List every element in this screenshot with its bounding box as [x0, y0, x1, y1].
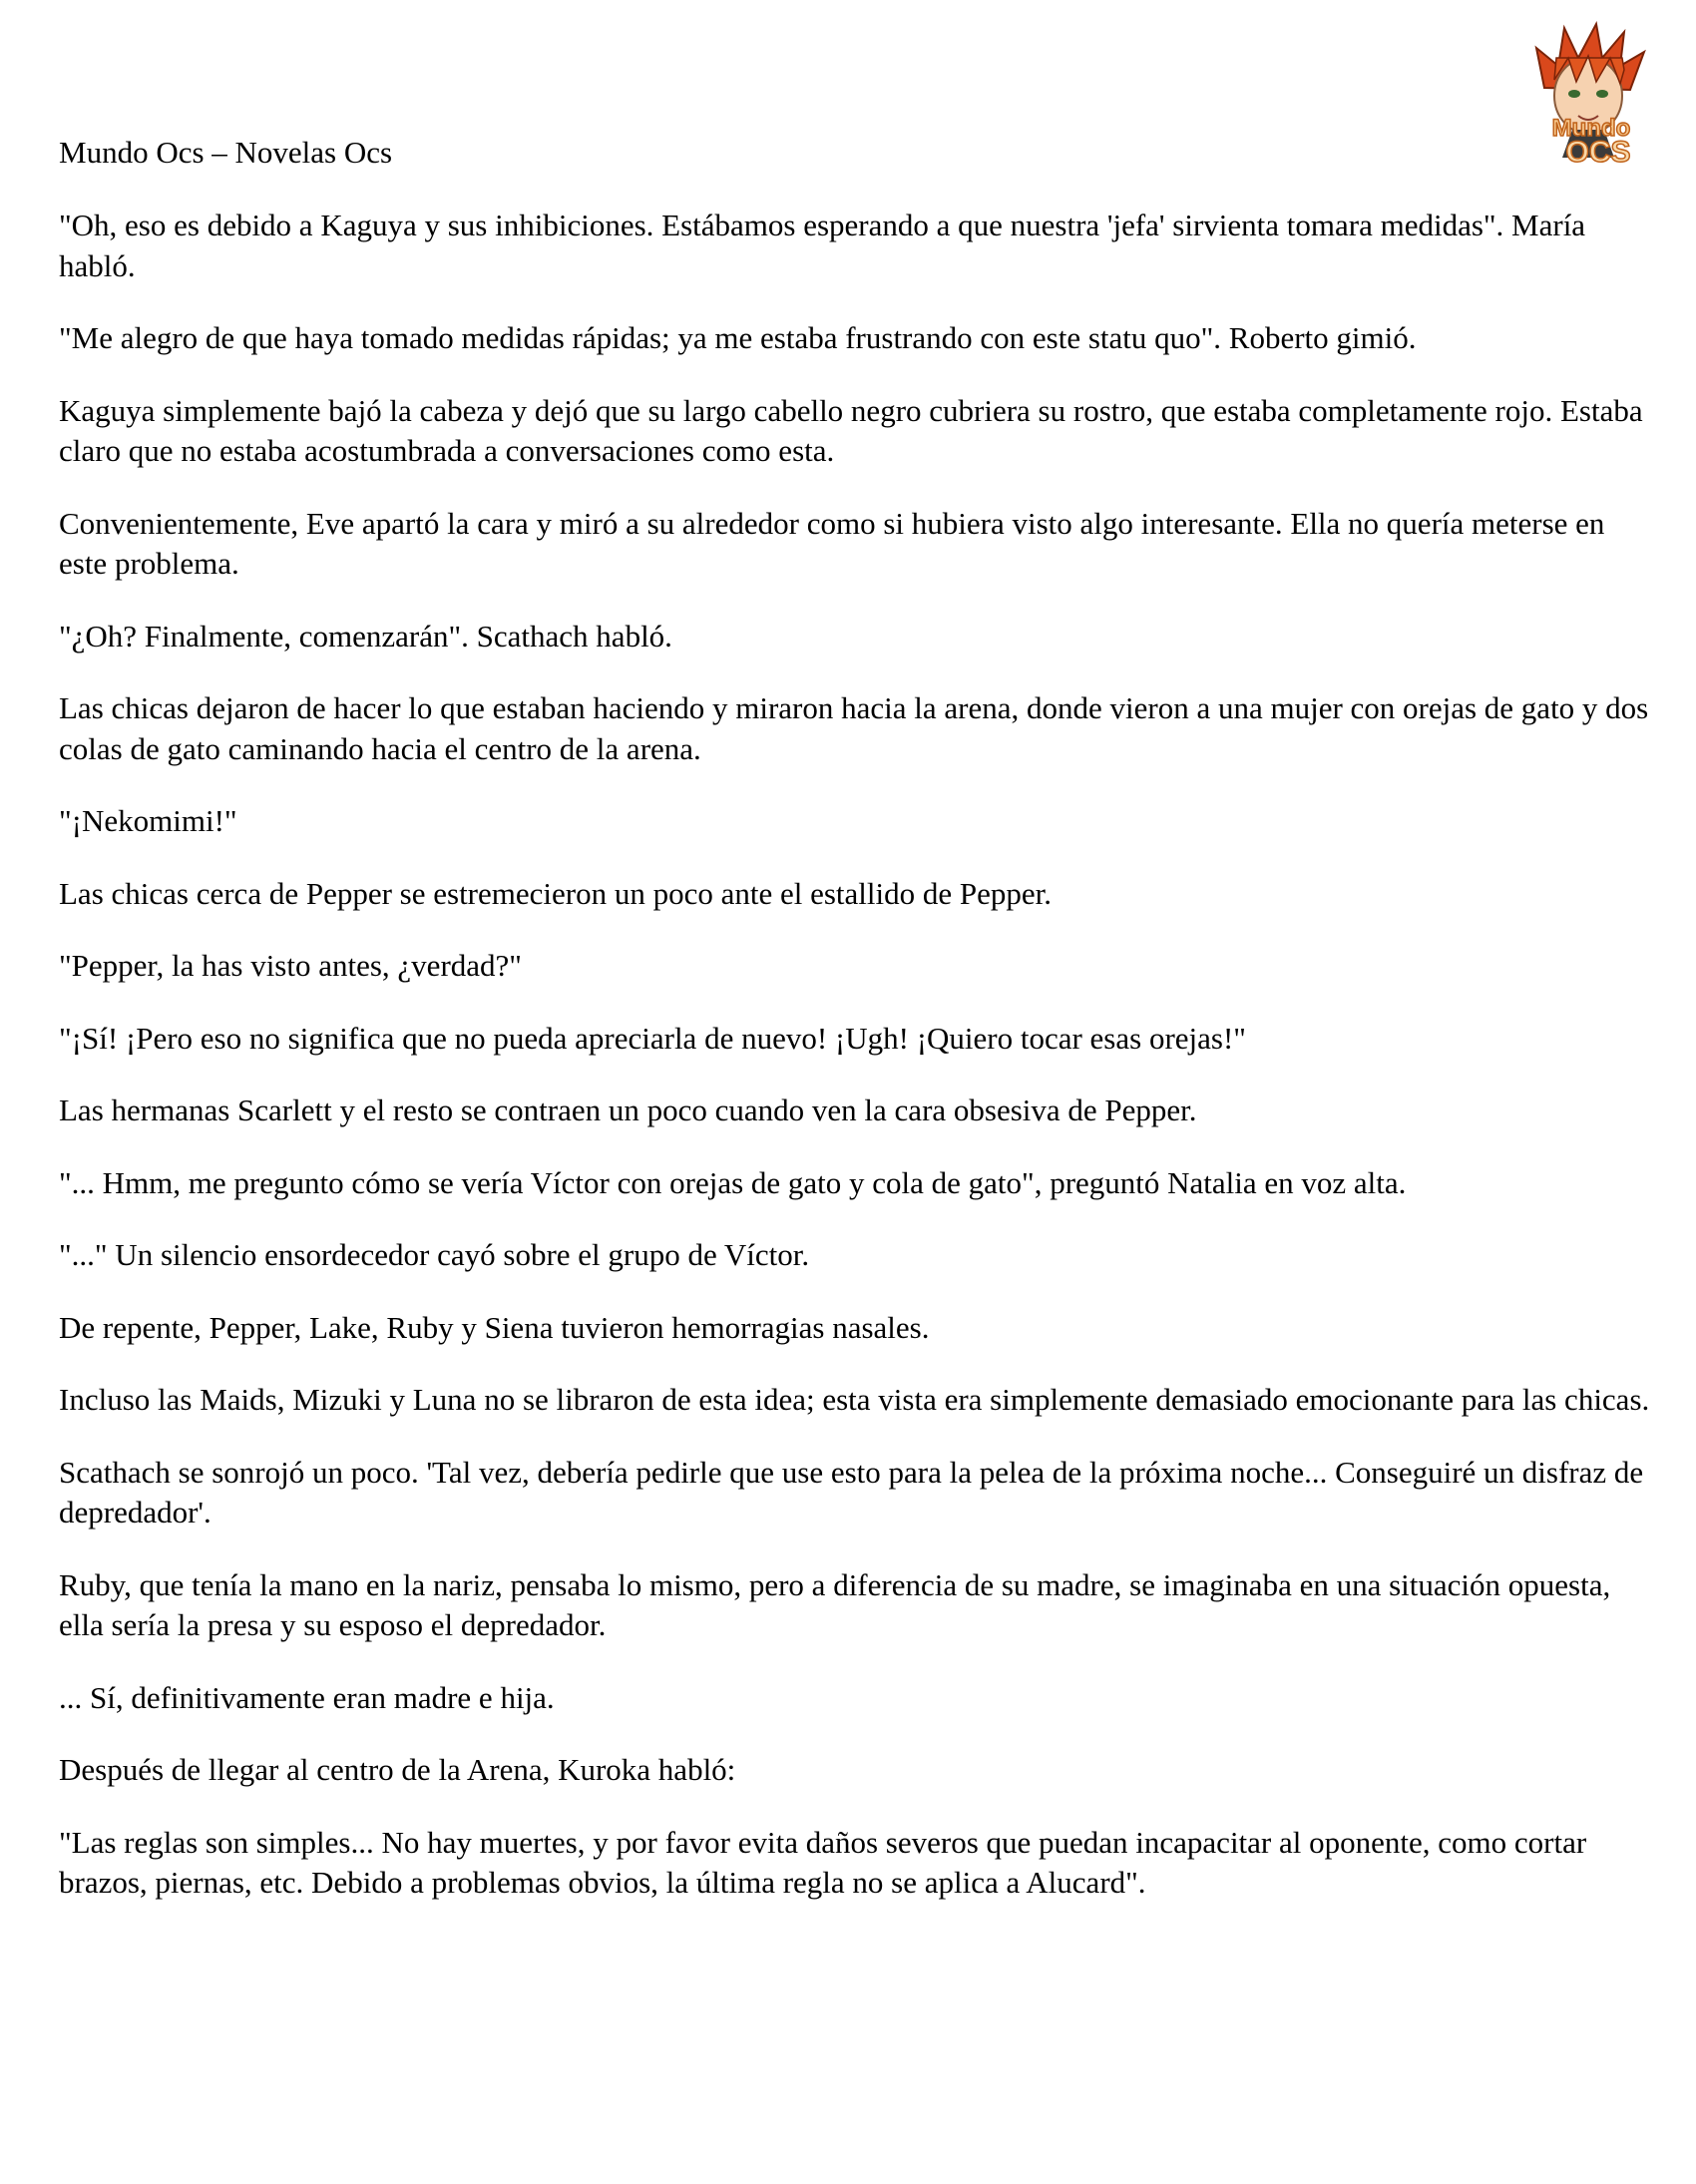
paragraph: Las hermanas Scarlett y el resto se contraen un poco cuando ven la cara obsesiva de Pepper. [59, 1092, 1197, 1127]
paragraph: "Las reglas son simples... No hay muertes, y por favor evita daños severos que puedan incapacitar al oponente, como cortar brazos, piernas, etc. Debido a problemas obvios, la última regla no se aplica a Alucard". [59, 1824, 1587, 1900]
paragraph: Después de llegar al centro de la Arena, Kuroka habló: [59, 1752, 736, 1787]
paragraph: "Me alegro de que haya tomado medidas rápidas; ya me estaba frustrando con este statu quo". Roberto gimió. [59, 320, 1417, 355]
paragraph: "... Hmm, me pregunto cómo se vería Víctor con orejas de gato y cola de gato", preguntó Natalia en voz alta. [59, 1164, 1407, 1200]
logo-graphic [1516, 18, 1666, 168]
logo-text-ocs: OCS [1565, 136, 1631, 168]
paragraph: Kaguya simplemente bajó la cabeza y dejó que su largo cabello negro cubriera su rostro, que estaba completamente rojo. Estaba claro que no estaba acostumbrada a conversaciones como esta. [59, 392, 1643, 468]
document-body [59, 206, 1655, 1936]
paragraph: ... Sí, definitivamente eran madre e hija. [59, 1679, 555, 1715]
paragraph: Las chicas dejaron de hacer lo que estaban haciendo y miraron hacia la arena, donde vieron a una mujer con orejas de gato y dos colas de gato caminando hacia el centro de la arena. [59, 690, 1649, 766]
paragraph: Scathach se sonrojó un poco. 'Tal vez, debería pedirle que use esto para la pelea de la próxima noche... Conseguiré un disfraz de depredador'. [59, 1454, 1644, 1529]
paragraph: Ruby, que tenía la mano en la nariz, pensaba lo mismo, pero a diferencia de su madre, se imaginaba en una situación opuesta, ella sería la presa y su esposo el depredador. [59, 1566, 1611, 1642]
paragraph: "..." Un silencio ensordecedor cayó sobre el grupo de Víctor. [59, 1237, 810, 1272]
paragraph: "Oh, eso es debido a Kaguya y sus inhibiciones. Estábamos esperando a que nuestra 'jefa' sirvienta tomara medidas". María habló. [59, 208, 1586, 283]
paragraph: Incluso las Maids, Mizuki y Luna no se libraron de esta idea; esta vista era simplemente demasiado emocionante para las chicas. [59, 1382, 1650, 1417]
paragraph: "¡Sí! ¡Pero eso no significa que no pueda apreciarla de nuevo! ¡Ugh! ¡Quiero tocar esas orejas!" [59, 1020, 1246, 1056]
paragraph: De repente, Pepper, Lake, Ruby y Siena tuvieron hemorragias nasales. [59, 1309, 930, 1345]
paragraph: Convenientemente, Eve apartó la cara y miró a su alrededor como si hubiera visto algo interesante. Ella no quería meterse en este problema. [59, 505, 1605, 581]
paragraph: "¡Nekomimi!" [59, 803, 237, 838]
paragraph: "Pepper, la has visto antes, ¿verdad?" [59, 948, 522, 983]
paragraph: Las chicas cerca de Pepper se estremecieron un poco ante el estallido de Pepper. [59, 875, 1053, 911]
logo-text-mundo: Mundo [1551, 115, 1631, 142]
paragraph: "¿Oh? Finalmente, comenzarán". Scathach habló. [59, 618, 672, 654]
document-header: Mundo Ocs – Novelas Ocs [59, 135, 393, 170]
mundo-ocs-logo [1516, 18, 1666, 168]
